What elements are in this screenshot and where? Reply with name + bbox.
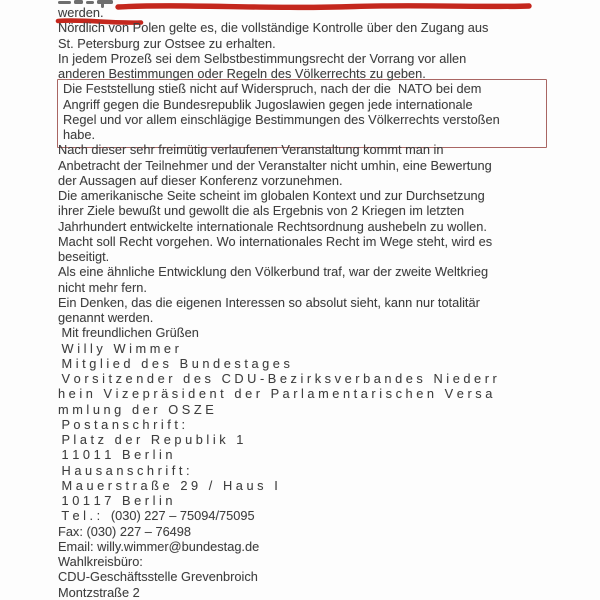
signature-name: W i l l y W i m m e r — [58, 340, 179, 356]
text-line: ihrer Ziele bewußt und gewollt die als Ergebnis von 2 Kriegen im letzten — [58, 203, 465, 219]
house-address-heading: H a u s a n s c h r i f t : — [58, 462, 190, 478]
fax-number: Fax: (030) 227 – 76498 — [58, 523, 192, 539]
signature-title-osze: h e i n V i z e p r ä s i d e n t d e r P a r l a m e n t a r i s c h e n V e r s a — [58, 386, 493, 402]
text-line: Anbetracht der Teilnehmer und der Veranstalter nicht umhin, eine Bewertung — [58, 157, 492, 173]
email-address: Email: willy.wimmer@bundestag.de — [58, 538, 260, 554]
text-line: Jahrhundert entwickelte internationale Rechtsordnung aushebeln zu wollen. — [58, 218, 487, 234]
text-line: anderen Bestimmungen oder Regeln des Völkerrechts zu geben. — [58, 66, 426, 81]
text-line: nicht mehr fern. — [58, 279, 147, 295]
text-line: Ein Denken, das die eigenen Interessen so absolut sieht, kann nur totalitär — [58, 294, 480, 310]
house-address-street: M a u e r s t r a ß e 2 9 / H a u s I — [58, 477, 278, 493]
signature-title-cdu: V o r s i t z e n d e r d e s C D U - B e z i r k s v e r b a n d e s N i e d e r r — [58, 371, 497, 386]
text-line: In jedem Prozeß sei dem Selbstbestimmungsrecht der Vorrang vor allen — [58, 50, 467, 66]
district-office-heading: Wahlkreisbüro: — [58, 554, 143, 569]
text-line: der Aussagen auf dieser Konferenz vorzunehmen. — [58, 172, 343, 188]
text-line: genannt werden. — [58, 310, 154, 325]
boxed-text-line: Angriff gegen die Bundesrepublik Jugoslawien gegen jede internationale — [63, 96, 473, 112]
text-line: Nördlich von Polen gelte es, die vollständige Kontrolle über den Zugang aus — [58, 20, 489, 36]
closing-salutation: Mit freundlichen Grüßen — [58, 325, 199, 341]
boxed-text-line: Regel und vor allem einschlägige Bestimmungen des Völkerrechts verstoßen — [63, 111, 500, 127]
letter-body — [58, 5, 568, 600]
district-office-street: Montzstraße 2 — [58, 584, 140, 600]
boxed-text-line: habe. — [63, 127, 96, 142]
signature-title-osze-cont: m m l u n g d e r O S Z E — [58, 401, 214, 417]
text-line: beseitigt. — [58, 249, 110, 264]
text-line: St. Petersburg zur Ostsee zu erhalten. — [58, 35, 276, 51]
phone-number: T e l . : (030) 227 – 75094/75095 — [58, 508, 255, 524]
text-line: Macht soll Recht vorgehen. Wo internationales Recht im Wege steht, wird es — [58, 233, 493, 249]
postal-address-city: 1 1 0 1 1 B e r l i n — [58, 447, 173, 463]
postal-address-heading: P o s t a n s c h r i f t : — [58, 416, 186, 432]
house-address-city: 1 0 1 1 7 B e r l i n — [58, 493, 173, 508]
postal-address-street: P l a t z d e r R e p u b l i k 1 — [58, 432, 244, 447]
text-line: Nach dieser sehr freimütig verlaufenen Veranstaltung kommt man in — [58, 142, 444, 158]
text-line: Als eine ähnliche Entwicklung den Völkerbund traf, war der zweite Weltkrieg — [58, 264, 489, 280]
signature-title-bundestag: M i t g l i e d d e s B u n d e s t a g e s — [58, 355, 290, 371]
text-line: werden. — [58, 5, 104, 20]
boxed-text-line: Die Feststellung stieß nicht auf Widerspruch, nach der die NATO bei dem — [63, 81, 482, 97]
district-office-name: CDU-Geschäftsstelle Grevenbroich — [58, 569, 258, 585]
text-line: Die amerikanische Seite scheint im globalen Kontext und zur Durchsetzung — [58, 188, 485, 203]
